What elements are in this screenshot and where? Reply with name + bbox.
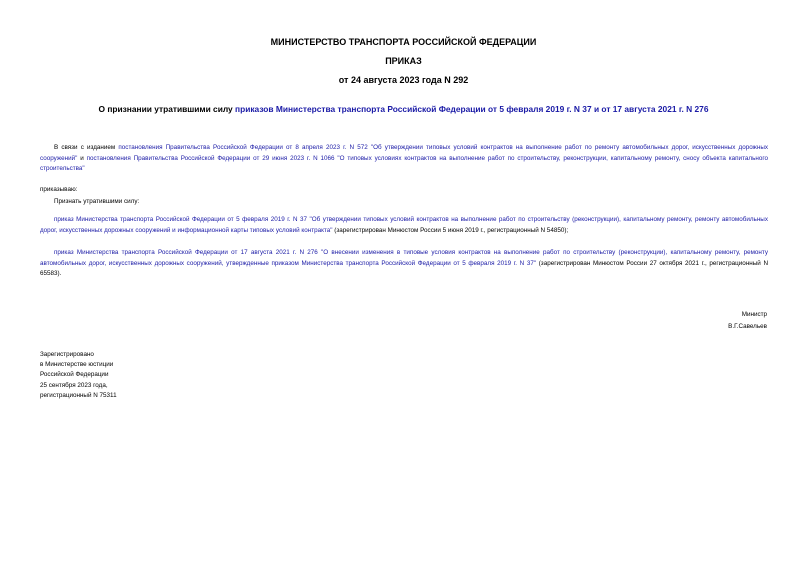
preamble-link-resolution-1066[interactable]: постановления Правительства Российской Федерации от 29 июня 2023 г. N 1066 "О типовых условиях контрактов на выполнение работ по строительству, реконструкции, капитальному ремонту, сносу объекта капитального строительства" [40,154,768,173]
date-number-heading: от 24 августа 2023 года N 292 [338,75,469,85]
registration-line: регистрационный N 75311 [40,391,117,399]
document-title [40,104,767,114]
order-276-link[interactable]: приказ Министерства транспорта Российской Федерации от 17 августа 2021 г. N 276 "О внесении изменения в типовые условия контрактов на выполнение работ по строительству (реконструкции), капитальному ремонту, ремонту автомобильных дорог, искусственных дорожных сооружений, утвержденные приказом Министерства транспорта Российской Федерации от 5 февраля 2019 г. N 37" [40,249,768,267]
preamble-text-2: и [77,154,87,162]
list-item [40,248,768,280]
preamble-paragraph [40,143,768,175]
registration-line: Зарегистрировано [40,351,94,358]
signature-name: В.Г.Савельев [728,323,767,330]
registration-line: 25 сентября 2023 года, [40,381,108,389]
order-276-registration: (зарегистрирован Минюстом России 27 октября 2021 г., регистрационный N 65583). [40,259,768,278]
preamble-text-1: В связи с изданием [54,144,119,151]
registration-line: Российской Федерации [40,371,109,379]
order-37-link[interactable]: приказ Министерства транспорта Российской Федерации от 5 февраля 2019 г. N 37 "Об утверждении типовых условий контрактов на выполнение работ по строительству (реконструкции), капитальному ремонту, ремонту автомобильных дорог, искусственных дорожных сооружений и информационной карты типовых условий контракта" [40,216,768,234]
list-item [40,215,768,236]
registration-line: в Министерстве юстиции [40,361,114,369]
order-word: приказываю: [40,186,78,193]
signature-block [728,309,767,333]
order-37-registration: (зарегистрирован Минюстом России 5 июня 2019 г., регистрационный N 54850); [332,226,569,234]
title-link[interactable]: приказов Министерства транспорта Российской Федерации от 5 февраля 2019 г. N 37 и от 17 августа 2021 г. N 276 [235,104,709,114]
recognize-text: Признать утратившими силу: [54,198,140,205]
doc-type-heading: ПРИКАЗ [385,56,422,66]
preamble-link-resolution-572[interactable]: постановления Правительства Российской Федерации от 8 апреля 2023 г. N 572 "Об утверждении типовых условий контрактов на выполнение работ по ремонту автомобильных дорог, искусственных дорожных сооружений" [40,144,768,162]
ministry-heading: МИНИСТЕРСТВО ТРАНСПОРТА РОССИЙСКОЙ ФЕДЕРАЦИИ [270,37,537,47]
signature-position: Министр [741,311,767,318]
registration-block [40,350,117,401]
title-prefix: О признании утратившими силу [98,104,236,114]
